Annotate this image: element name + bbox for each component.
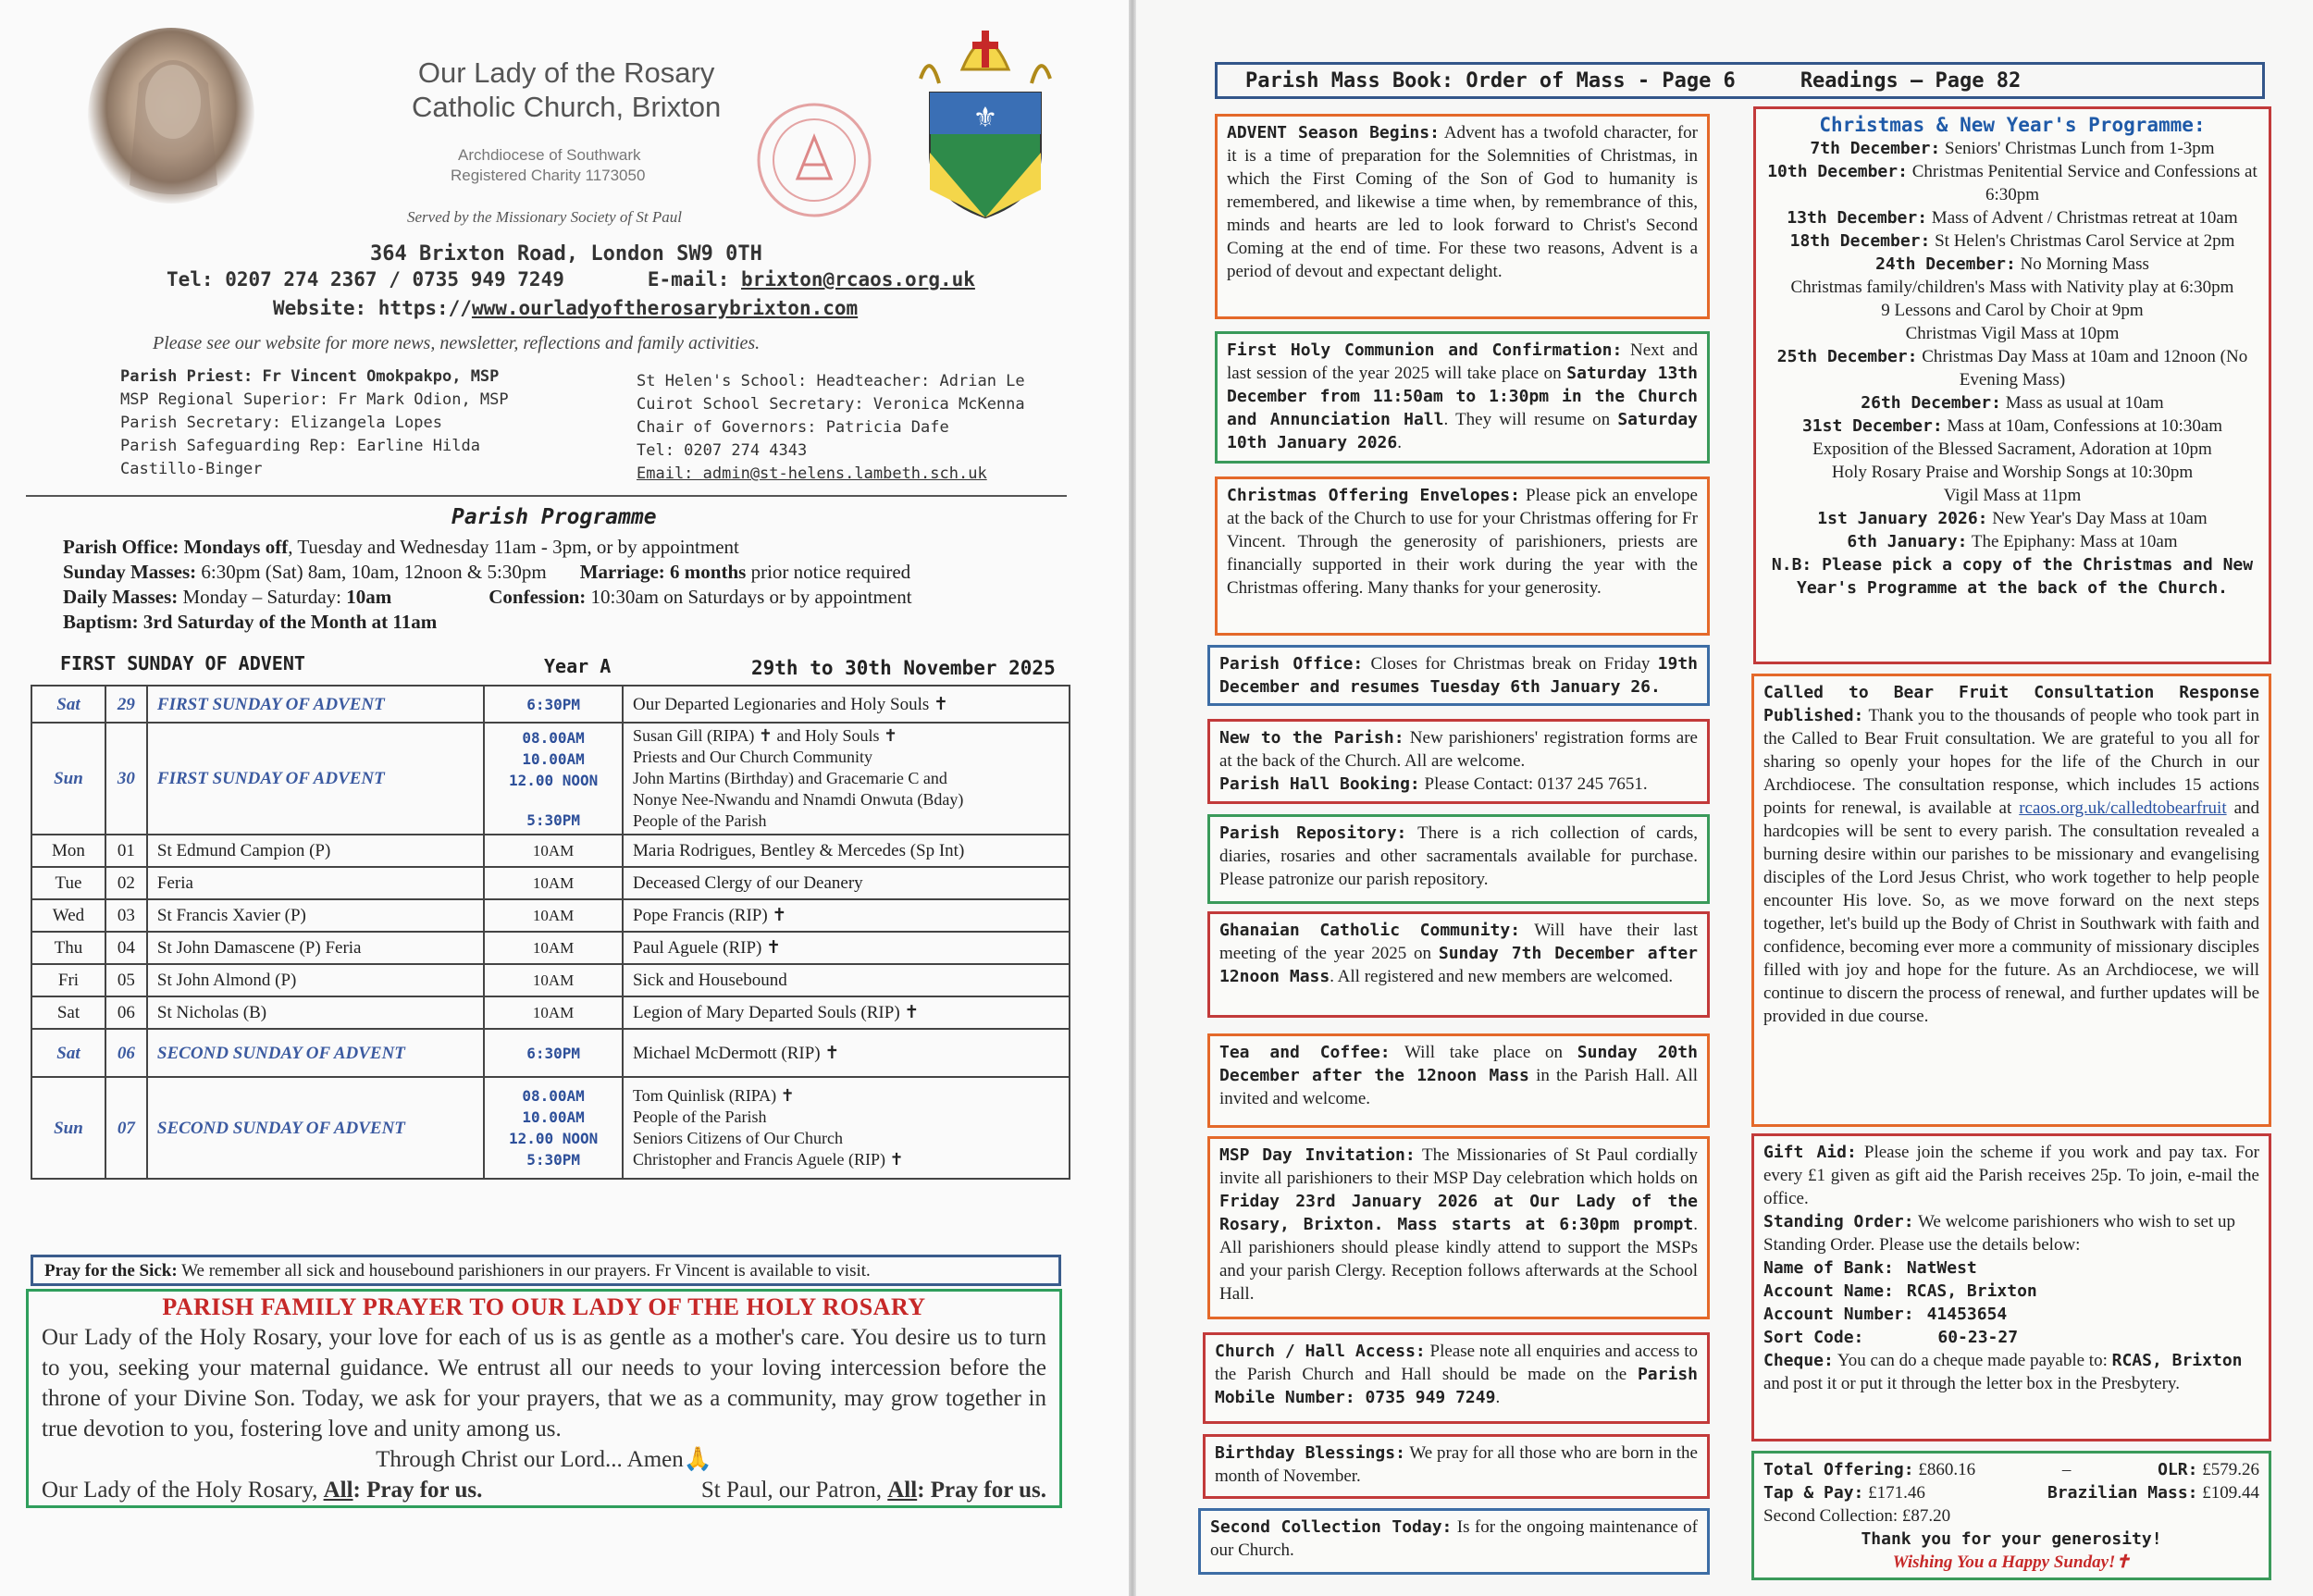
sort-code: Sort Code: 60-23-27 xyxy=(1763,1328,2019,1347)
website-link[interactable]: www.ourladyoftherosarybrixton.com xyxy=(471,297,859,319)
mass-date: 01 xyxy=(105,835,147,867)
school-secretary: Cuirot School Secretary: Veronica McKenna xyxy=(637,395,1025,414)
mass-feast: SECOND SUNDAY OF ADVENT xyxy=(147,1077,484,1179)
christmas-event: 1st January 2026: New Year's Day Mass at 10am xyxy=(1817,509,2208,528)
christmas-event: 31st December: Mass at 10am, Confessions at 10:30am xyxy=(1801,416,2223,436)
notice-church-access: Church / Hall Access: Please note all enquiries and access to the Parish Church and Hall should be made on the Parish Mobile Number: 0735 949 7249. xyxy=(1203,1332,1710,1424)
mass-day: Thu xyxy=(31,932,105,964)
mass-time: 5:30PM xyxy=(526,810,580,829)
mass-intentions xyxy=(623,686,1070,723)
mass-date: 02 xyxy=(105,867,147,899)
mass-time: 10AM xyxy=(532,907,575,924)
total-offering: Total Offering: £860.16 – OLR: £579.26 xyxy=(1763,1460,2259,1479)
notice-msp-day: MSP Day Invitation: The Missionaries of St Paul cordially invite all parishioners to their MSP Day celebration which holds on Friday 23rd January 2026 at Our Lady of the Rosary, Brixton. Mass starts at 6:30pm prompt. All parishioners should please kindly attend to support the MSPs and your parish Clergy. Reception follows afterwards at the School Hall. xyxy=(1207,1136,1710,1319)
mass-intention: Christopher and Francis Aguele (RIP) ✝ xyxy=(633,1150,904,1169)
account-name: Account Name: RCAS, Brixton xyxy=(1763,1281,2037,1301)
mass-feast: St Nicholas (B) xyxy=(147,996,484,1029)
mass-intention: Michael McDermott (RIP) ✝ xyxy=(633,1043,840,1063)
notice-communion: First Holy Communion and Confirmation: Next and last session of the year 2025 will take place on Saturday 13th December from 11:50am to 1:30pm in the Church and Annunciation Hall. They will resume on Saturday 10th January 2026. xyxy=(1215,331,1710,464)
mass-day: Fri xyxy=(31,964,105,996)
prayer-body: Our Lady of the Holy Rosary, your love for each of us is as gentle as a mother's care. You desire us to turn to you, seeking your maternal guidance. We entrust all our needs to your loving intercession before the throne of your Divine Son. Today, we ask for your prayers, that we as a community, may grow together in true devotion to you, fostering love and unity among us. xyxy=(42,1325,1046,1441)
mass-date: 06 xyxy=(105,996,147,1029)
mass-row xyxy=(31,835,1070,867)
bear-fruit-notice: Called to Bear Fruit Consultation Response Published: Thank you to the thousands of people who took part in the Called to Bear Fruit consultation. We are grateful to you all for sharing so openly your hopes for the life of the Church in our Archdiocese. The consultation response, which includes 15 actions points for renewal, is available at rcaos.org.uk/calledtobearfruit and hardcopies will be sent to every parish. The consultation revealed a burning desire within our parishes to be missionary and evangelising disciples of the Lord Jesus Christ, who work together to help people encounter His love. So, as we move forward on the next steps together, let's build up the Body of Christ in Southwark with faith and confidence, becoming ever more a community of missionary disciples filled with joy and hope for the future. As an Archdiocese, we will continue to discern the process of renewal, and further updates will be provided in due course. xyxy=(1751,674,2271,1127)
school-staff-list xyxy=(637,370,1025,486)
offering-box xyxy=(1751,1451,2271,1580)
readings-page: Readings – Page 82 xyxy=(1800,69,2022,93)
mass-times xyxy=(484,899,623,932)
christmas-title: Christmas & New Year's Programme: xyxy=(1819,114,2206,136)
mass-time: 10.00AM xyxy=(522,1108,585,1126)
charity-number: Registered Charity 1173050 xyxy=(451,167,646,184)
second-collection: Second Collection: £87.20 xyxy=(1763,1506,1951,1526)
mass-intention: Paul Aguele (RIP) ✝ xyxy=(633,938,782,958)
mass-intention: Priests and Our Church Community xyxy=(633,748,873,766)
notice-birthday: Birthday Blessings: We pray for all those who are born in the month of November. xyxy=(1203,1434,1710,1499)
mass-intentions xyxy=(623,1029,1070,1077)
mass-intentions xyxy=(623,964,1070,996)
account-number: Account Number: 41453654 xyxy=(1763,1305,2008,1324)
our-lady-portrait xyxy=(88,28,254,204)
mass-row xyxy=(31,1029,1070,1077)
week-title: FIRST SUNDAY OF ADVENT xyxy=(60,652,305,674)
mass-feast: FIRST SUNDAY OF ADVENT xyxy=(147,686,484,723)
church-address: 364 Brixton Road, London SW9 0TH xyxy=(370,242,762,266)
mass-intention: Deceased Clergy of our Deanery xyxy=(633,873,863,893)
christmas-event: 6th January: The Epiphany: Mass at 10am xyxy=(1847,532,2178,551)
mass-intention: Our Departed Legionaries and Holy Souls ✝ xyxy=(633,694,948,714)
mass-time: 5:30PM xyxy=(526,1151,580,1169)
mass-date: 05 xyxy=(105,964,147,996)
mass-date: 29 xyxy=(105,686,147,723)
parish-staff-list xyxy=(120,365,509,481)
office-hours: Parish Office: Mondays off, Tuesday and Wednesday 11am - 3pm, or by appointment xyxy=(63,536,739,558)
mass-times xyxy=(484,686,623,723)
mass-date: 06 xyxy=(105,1029,147,1077)
church-name xyxy=(412,56,721,124)
mass-time: 10AM xyxy=(532,1004,575,1021)
school-headteacher: St Helen's School: Headteacher: Adrian Le xyxy=(637,372,1025,390)
mass-time: 10AM xyxy=(532,939,575,957)
mass-intentions xyxy=(623,1077,1070,1179)
cheque: Cheque: You can do a cheque made payable to: RCAS, Brixton and post it or put it through the letter box in the Presbytery. xyxy=(1763,1351,2243,1393)
order-of-mass-page: Parish Mass Book: Order of Mass - Page 6 xyxy=(1245,69,1736,93)
mass-time: 10AM xyxy=(532,874,575,892)
mass-time: 08.00AM xyxy=(522,728,585,747)
prayer-responses: Our Lady of the Holy Rosary, All: Pray for us. St Paul, our Patron, All: Pray for us. xyxy=(42,1478,1046,1503)
christmas-event: 13th December: Mass of Advent / Christmas retreat at 10am xyxy=(1787,208,2238,228)
mass-row xyxy=(31,899,1070,932)
mass-intentions xyxy=(623,835,1070,867)
mass-row xyxy=(31,867,1070,899)
mass-intentions xyxy=(623,867,1070,899)
christmas-nb: N.B: Please pick a copy of the Christmas and New Year's Programme at the back of the Church. xyxy=(1771,555,2254,598)
bank-name: Name of Bank: NatWest xyxy=(1763,1258,1977,1278)
pray-for-sick: Pray for the Sick: We remember all sick and housebound parishioners in our prayers. Fr Vincent is available to visit. xyxy=(31,1255,1061,1286)
mass-intention: John Martins (Birthday) and Gracemarie C and xyxy=(633,769,947,787)
liturgical-year: Year A xyxy=(544,655,612,677)
sunday-masses: Sunday Masses: 6:30pm (Sat) 8am, 10am, 12noon & 5:30pm Marriage: 6 months prior notice required xyxy=(63,561,911,583)
christmas-event: Exposition of the Blessed Sacrament, Adoration at 10pm xyxy=(1812,439,2212,459)
mass-intentions xyxy=(623,996,1070,1029)
christmas-event: 18th December: St Helen's Christmas Carol Service at 2pm xyxy=(1789,231,2235,251)
christmas-event: Christmas family/children's Mass with Nativity play at 6:30pm xyxy=(1790,278,2234,297)
mass-time: 08.00AM xyxy=(522,1087,585,1105)
chair-of-governors: Chair of Governors: Patricia Dafe xyxy=(637,418,949,437)
mass-times xyxy=(484,1029,623,1077)
mass-intention: Maria Rodrigues, Bentley & Mercedes (Sp Int) xyxy=(633,841,965,860)
church-name-line2: Catholic Church, Brixton xyxy=(412,91,722,123)
mass-row xyxy=(31,1077,1070,1179)
mass-time: 10AM xyxy=(532,971,575,989)
christmas-event: 26th December: Mass as usual at 10am xyxy=(1861,393,2164,413)
christmas-event: 9 Lessons and Carol by Choir at 9pm xyxy=(1881,301,2144,320)
christmas-schedule xyxy=(1763,137,2261,553)
parish-priest: Parish Priest: Fr Vincent Omokpakpo, MSP xyxy=(120,367,500,386)
notice-advent: ADVENT Season Begins: Advent has a twofold character, for it is a time of preparation for the Solemnities of Christmas, in which the First Coming of the Son of God to humanity is remembered, and likewise a time when, by remembrance of this, minds and hearts are led to look forward to Christ's Second Coming at the end of time. For these two reasons, Advent is a period of devout and expectant delight. xyxy=(1215,114,1710,319)
mass-time: 10.00AM xyxy=(522,749,585,768)
page-fold xyxy=(1129,0,1136,1596)
svg-text:⚜: ⚜ xyxy=(972,102,998,134)
mass-intentions xyxy=(623,899,1070,932)
mass-day: Tue xyxy=(31,867,105,899)
church-name-line1: Our Lady of the Rosary xyxy=(417,56,715,89)
divider xyxy=(26,495,1067,497)
telephone: Tel: 0207 274 2367 / 0735 949 7249 xyxy=(167,268,564,291)
mass-times xyxy=(484,932,623,964)
christmas-event: 24th December: No Morning Mass xyxy=(1875,254,2149,274)
gift-aid-box xyxy=(1751,1133,2271,1441)
mass-times xyxy=(484,723,623,835)
safeguarding-rep-cont: Castillo-Binger xyxy=(120,460,263,478)
website-label: Website: https:// xyxy=(273,297,472,319)
mass-feast: Feria xyxy=(147,867,484,899)
programme-title: Parish Programme xyxy=(451,505,657,529)
mass-time: 12.00 NOON xyxy=(508,1130,599,1147)
parish-secretary: Parish Secretary: Elizangela Lopes xyxy=(120,414,442,432)
mass-intention: People of the Parish xyxy=(633,811,767,830)
mass-day: Mon xyxy=(31,835,105,867)
notice-ghanaian: Ghanaian Catholic Community: Will have their last meeting of the year 2025 on Sunday 7th December after 12noon Mass. All registered and new members are welcomed. xyxy=(1207,911,1710,1018)
mass-intention: People of the Parish xyxy=(633,1107,767,1126)
mass-times xyxy=(484,964,623,996)
week-dates: 29th to 30th November 2025 xyxy=(751,657,1056,679)
served-by: Served by the Missionary Society of St Paul xyxy=(407,208,682,226)
christmas-event: Christmas Vigil Mass at 10pm xyxy=(1905,324,2120,343)
mass-feast: St Edmund Campion (P) xyxy=(147,835,484,867)
mass-intention: Sick and Housebound xyxy=(633,971,787,990)
school-tel: Tel: 0207 274 4343 xyxy=(637,441,808,460)
tap-and-pay: Tap & Pay: £171.46 Brazilian Mass: £109.44 xyxy=(1763,1483,2259,1503)
mass-feast: St John Damascene (P) Feria xyxy=(147,932,484,964)
prayer-title: PARISH FAMILY PRAYER TO OUR LADY OF THE HOLY ROSARY xyxy=(162,1293,926,1320)
thanks-message: Thank you for your generosity! xyxy=(1861,1529,2162,1549)
mass-intention: Seniors Citizens of Our Church xyxy=(633,1129,843,1147)
mass-times xyxy=(484,996,623,1029)
mass-intentions xyxy=(623,723,1070,835)
notice-envelopes: Christmas Offering Envelopes: Please pick an envelope at the back of the Church to use for your Christmas offering for Fr Vincent. Through the generosity of parishioners, priests are financially supported in their work during the year with the Christmas offering. Many thanks for your generosity. xyxy=(1215,476,1710,636)
mass-row xyxy=(31,964,1070,996)
parish-programme xyxy=(63,535,1081,635)
email-link[interactable]: brixton@rcaos.org.uk xyxy=(741,268,975,291)
notice-new-parishioners: New to the Parish: New parishioners' registration forms are at the back of the Church. All are welcome. Parish Hall Booking: Please Contact: 0137 245 7651. xyxy=(1207,719,1710,804)
website-line xyxy=(273,297,858,319)
christmas-event: Vigil Mass at 11pm xyxy=(1943,486,2082,505)
parish-family-prayer xyxy=(26,1289,1062,1508)
mass-intention: Pope Francis (RIP) ✝ xyxy=(633,906,787,925)
mass-intention: Nonye Nee-Nwandu and Nnamdi Onwuta (Bday) xyxy=(633,790,964,809)
mass-day: Sun xyxy=(31,1077,105,1179)
gift-aid: Gift Aid: Please join the scheme if you work and pay tax. For every £1 given as gift aid the Parish receives 25p. To join, e-mail the office. xyxy=(1763,1143,2259,1208)
prayer-through: Through Christ our Lord... Amen🙏 xyxy=(376,1447,712,1472)
standing-order: Standing Order: We welcome parishioners who wish to set up Standing Order. Please use the details below: xyxy=(1763,1212,2236,1255)
notice-office: Parish Office: Closes for Christmas break on Friday 19th December and resumes Tuesday 6th January 26. xyxy=(1207,645,1710,706)
archdiocese: Archdiocese of Southwark xyxy=(458,146,641,164)
msp-seal-icon xyxy=(749,100,879,220)
mass-row xyxy=(31,686,1070,723)
mass-day: Wed xyxy=(31,899,105,932)
mass-feast: St John Almond (P) xyxy=(147,964,484,996)
mass-time: 10AM xyxy=(532,842,575,860)
bear-fruit-link[interactable]: rcaos.org.uk/calledtobearfruit xyxy=(2019,798,2227,818)
mass-day: Sat xyxy=(31,686,105,723)
regional-superior: MSP Regional Superior: Fr Mark Odion, MSP xyxy=(120,390,509,409)
website-note: Please see our website for more news, newsletter, reflections and family activities. xyxy=(153,333,761,353)
notice-repository: Parish Repository: There is a rich collection of cards, diaries, rosaries and other sacramentals available for purchase. Please patronize our parish repository. xyxy=(1207,814,1710,904)
mass-feast: SECOND SUNDAY OF ADVENT xyxy=(147,1029,484,1077)
mass-feast: FIRST SUNDAY OF ADVENT xyxy=(147,723,484,835)
mass-feast: St Francis Xavier (P) xyxy=(147,899,484,932)
contact-line xyxy=(167,268,975,291)
mass-row xyxy=(31,932,1070,964)
email-label: E-mail: xyxy=(647,268,742,291)
daily-masses: Daily Masses: Monday – Saturday: 10am Confession: 10:30am on Saturdays or by appointment xyxy=(63,586,912,608)
mass-intentions xyxy=(623,932,1070,964)
mass-day: Sat xyxy=(31,1029,105,1077)
christmas-event: 7th December: Seniors' Christmas Lunch from 1-3pm xyxy=(1810,139,2215,158)
notice-tea-coffee: Tea and Coffee: Will take place on Sunday 20th December after the 12noon Mass in the Parish Hall. All invited and welcome. xyxy=(1207,1033,1710,1128)
archdiocese-coat-of-arms-icon xyxy=(911,14,1059,222)
safeguarding-rep: Parish Safeguarding Rep: Earline Hilda xyxy=(120,437,480,455)
happy-sunday: Wishing You a Happy Sunday!✝ xyxy=(1892,1553,2131,1572)
school-email[interactable]: Email: admin@st-helens.lambeth.sch.uk xyxy=(637,464,987,483)
mass-intention: Tom Quinlisk (RIPA) ✝ xyxy=(633,1086,795,1105)
mass-day: Sat xyxy=(31,996,105,1029)
mass-intention: Legion of Mary Departed Souls (RIP) ✝ xyxy=(633,1003,920,1022)
mass-times xyxy=(484,835,623,867)
mass-time: 12.00 NOON xyxy=(508,771,599,789)
mass-row xyxy=(31,996,1070,1029)
mass-time: 6:30PM xyxy=(526,695,580,713)
mass-times xyxy=(484,867,623,899)
mass-date: 03 xyxy=(105,899,147,932)
mass-date: 30 xyxy=(105,723,147,835)
notice-second-collection: Second Collection Today: Is for the ongoing maintenance of our Church. xyxy=(1198,1508,1710,1575)
mass-time xyxy=(494,791,612,810)
baptism: Baptism: 3rd Saturday of the Month at 11am xyxy=(63,611,438,633)
mass-time: 6:30PM xyxy=(526,1044,580,1062)
mass-times xyxy=(484,1077,623,1179)
mass-schedule-table xyxy=(31,685,1070,1180)
christmas-programme xyxy=(1753,106,2271,664)
christmas-event: Holy Rosary Praise and Worship Songs at 10:30pm xyxy=(1831,463,2194,482)
mass-row xyxy=(31,723,1070,835)
mass-book-header xyxy=(1215,62,2265,99)
christmas-event: 25th December: Christmas Day Mass at 10am and 12noon (No Evening Mass) xyxy=(1776,347,2248,390)
mass-date: 07 xyxy=(105,1077,147,1179)
christmas-event: 10th December: Christmas Penitential Service and Confessions at 6:30pm xyxy=(1767,162,2257,204)
mass-intention: Susan Gill (RIPA) ✝ and Holy Souls ✝ xyxy=(633,726,898,745)
mass-date: 04 xyxy=(105,932,147,964)
mass-day: Sun xyxy=(31,723,105,835)
